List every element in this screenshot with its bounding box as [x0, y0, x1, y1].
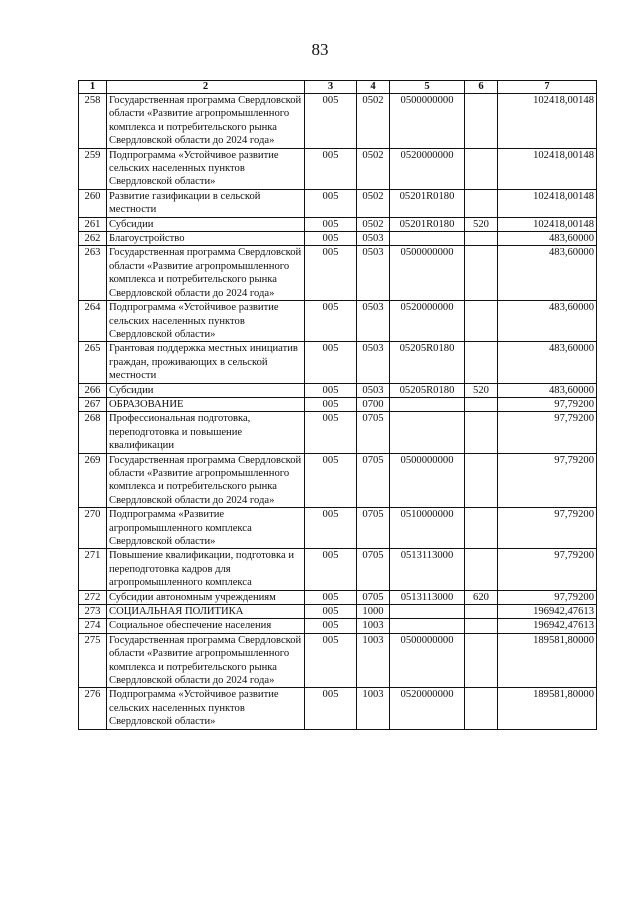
expense-type-cell [465, 688, 498, 729]
target-article-cell: 0500000000 [390, 94, 465, 149]
expense-type-cell [465, 397, 498, 411]
expense-type-cell: 620 [465, 590, 498, 604]
row-number-cell: 261 [79, 217, 107, 231]
ministry-code-cell: 005 [305, 508, 357, 549]
ministry-code-cell: 005 [305, 383, 357, 397]
row-number-cell: 265 [79, 342, 107, 383]
table-row [79, 232, 597, 246]
ministry-code-cell: 005 [305, 246, 357, 301]
expense-type-cell [465, 246, 498, 301]
row-name-cell: Подпрограмма «Устойчивое развитие сельских населенных пунктов Свердловской области» [107, 301, 305, 342]
row-number-cell: 274 [79, 619, 107, 633]
row-name-cell: Государственная программа Свердловской области «Развитие агропромышленного комплекса и потребительского рынка Свердловской области до 2024 года» [107, 94, 305, 149]
row-name-cell: Подпрограмма «Развитие агропромышленного комплекса Свердловской области» [107, 508, 305, 549]
amount-cell: 97,79200 [498, 549, 597, 590]
row-name-cell: Повышение квалификации, подготовка и переподготовка кадров для агропромышленного комплекса [107, 549, 305, 590]
table-row [79, 412, 597, 453]
expense-type-cell [465, 94, 498, 149]
row-number-cell: 266 [79, 383, 107, 397]
expense-type-cell [465, 453, 498, 508]
column-header: 6 [465, 81, 498, 94]
row-number-cell: 275 [79, 633, 107, 688]
amount-cell: 483,60000 [498, 301, 597, 342]
section-code-cell: 0502 [357, 148, 390, 189]
row-name-cell: Субсидии [107, 383, 305, 397]
column-header: 4 [357, 81, 390, 94]
target-article-cell: 05205R0180 [390, 383, 465, 397]
row-number-cell: 270 [79, 508, 107, 549]
section-code-cell: 1003 [357, 633, 390, 688]
row-name-cell: Государственная программа Свердловской области «Развитие агропромышленного комплекса и потребительского рынка Свердловской области до 2024 года» [107, 633, 305, 688]
ministry-code-cell: 005 [305, 342, 357, 383]
section-code-cell: 0705 [357, 508, 390, 549]
target-article-cell: 0500000000 [390, 246, 465, 301]
ministry-code-cell: 005 [305, 301, 357, 342]
target-article-cell: 05205R0180 [390, 342, 465, 383]
amount-cell: 483,60000 [498, 383, 597, 397]
target-article-cell: 0513113000 [390, 549, 465, 590]
section-code-cell: 1000 [357, 605, 390, 619]
section-code-cell: 0700 [357, 397, 390, 411]
table-row [79, 549, 597, 590]
table-row [79, 590, 597, 604]
target-article-cell [390, 397, 465, 411]
target-article-cell: 0513113000 [390, 590, 465, 604]
row-name-cell: СОЦИАЛЬНАЯ ПОЛИТИКА [107, 605, 305, 619]
table-row [79, 619, 597, 633]
amount-cell: 102418,00148 [498, 94, 597, 149]
section-code-cell: 0705 [357, 453, 390, 508]
section-code-cell: 0503 [357, 301, 390, 342]
ministry-code-cell: 005 [305, 397, 357, 411]
column-header: 3 [305, 81, 357, 94]
amount-cell: 189581,80000 [498, 688, 597, 729]
target-article-cell: 0500000000 [390, 633, 465, 688]
row-name-cell: Профессиональная подготовка, переподготовка и повышение квалификации [107, 412, 305, 453]
amount-cell: 97,79200 [498, 412, 597, 453]
section-code-cell: 0503 [357, 246, 390, 301]
target-article-cell: 0500000000 [390, 453, 465, 508]
ministry-code-cell: 005 [305, 688, 357, 729]
row-name-cell: Подпрограмма «Устойчивое развитие сельских населенных пунктов Свердловской области» [107, 148, 305, 189]
target-article-cell [390, 605, 465, 619]
table-row [79, 301, 597, 342]
table-row [79, 688, 597, 729]
target-article-cell [390, 232, 465, 246]
row-name-cell: Благоустройство [107, 232, 305, 246]
ministry-code-cell: 005 [305, 94, 357, 149]
table-header-row [79, 81, 597, 94]
row-name-cell: Субсидии автономным учреждениям [107, 590, 305, 604]
row-name-cell: Социальное обеспечение населения [107, 619, 305, 633]
column-header: 5 [390, 81, 465, 94]
row-number-cell: 258 [79, 94, 107, 149]
row-number-cell: 263 [79, 246, 107, 301]
row-name-cell: Развитие газификации в сельской местности [107, 189, 305, 217]
expense-type-cell [465, 633, 498, 688]
target-article-cell: 05201R0180 [390, 189, 465, 217]
expense-type-cell [465, 301, 498, 342]
row-number-cell: 269 [79, 453, 107, 508]
row-number-cell: 268 [79, 412, 107, 453]
section-code-cell: 0705 [357, 590, 390, 604]
row-number-cell: 260 [79, 189, 107, 217]
section-code-cell: 0502 [357, 217, 390, 231]
expense-type-cell [465, 549, 498, 590]
expense-type-cell [465, 148, 498, 189]
expense-type-cell: 520 [465, 217, 498, 231]
ministry-code-cell: 005 [305, 453, 357, 508]
amount-cell: 97,79200 [498, 590, 597, 604]
row-number-cell: 267 [79, 397, 107, 411]
column-header: 1 [79, 81, 107, 94]
target-article-cell: 0520000000 [390, 688, 465, 729]
section-code-cell: 0503 [357, 383, 390, 397]
section-code-cell: 0705 [357, 549, 390, 590]
amount-cell: 97,79200 [498, 508, 597, 549]
table-row [79, 397, 597, 411]
column-header: 2 [107, 81, 305, 94]
section-code-cell: 0705 [357, 412, 390, 453]
row-name-cell: Подпрограмма «Устойчивое развитие сельских населенных пунктов Свердловской области» [107, 688, 305, 729]
row-name-cell: Грантовая поддержка местных инициатив граждан, проживающих в сельской местности [107, 342, 305, 383]
amount-cell: 483,60000 [498, 342, 597, 383]
expense-type-cell [465, 342, 498, 383]
table-body [79, 94, 597, 730]
row-number-cell: 271 [79, 549, 107, 590]
expense-type-cell [465, 232, 498, 246]
section-code-cell: 1003 [357, 619, 390, 633]
ministry-code-cell: 005 [305, 590, 357, 604]
row-number-cell: 272 [79, 590, 107, 604]
row-number-cell: 259 [79, 148, 107, 189]
target-article-cell [390, 412, 465, 453]
ministry-code-cell: 005 [305, 217, 357, 231]
row-number-cell: 273 [79, 605, 107, 619]
expense-type-cell [465, 412, 498, 453]
section-code-cell: 0502 [357, 189, 390, 217]
table-row [79, 94, 597, 149]
expense-type-cell [465, 508, 498, 549]
amount-cell: 102418,00148 [498, 148, 597, 189]
table-row [79, 633, 597, 688]
amount-cell: 97,79200 [498, 453, 597, 508]
budget-table [78, 80, 597, 730]
target-article-cell: 0520000000 [390, 301, 465, 342]
table-row [79, 383, 597, 397]
ministry-code-cell: 005 [305, 605, 357, 619]
page-number: 83 [311, 40, 329, 59]
row-number-cell: 264 [79, 301, 107, 342]
expense-type-cell: 520 [465, 383, 498, 397]
amount-cell: 196942,47613 [498, 619, 597, 633]
row-name-cell: Государственная программа Свердловской области «Развитие агропромышленного комплекса и потребительского рынка Свердловской области до 2024 года» [107, 453, 305, 508]
row-number-cell: 276 [79, 688, 107, 729]
amount-cell: 483,60000 [498, 246, 597, 301]
ministry-code-cell: 005 [305, 232, 357, 246]
row-name-cell: Субсидии [107, 217, 305, 231]
amount-cell: 102418,00148 [498, 217, 597, 231]
row-name-cell: Государственная программа Свердловской области «Развитие агропромышленного комплекса и потребительского рынка Свердловской области до 2024 года» [107, 246, 305, 301]
row-name-cell: ОБРАЗОВАНИЕ [107, 397, 305, 411]
section-code-cell: 1003 [357, 688, 390, 729]
amount-cell: 189581,80000 [498, 633, 597, 688]
section-code-cell: 0503 [357, 342, 390, 383]
table-row [79, 453, 597, 508]
amount-cell: 483,60000 [498, 232, 597, 246]
target-article-cell [390, 619, 465, 633]
table-row [79, 217, 597, 231]
ministry-code-cell: 005 [305, 412, 357, 453]
ministry-code-cell: 005 [305, 619, 357, 633]
expense-type-cell [465, 189, 498, 217]
amount-cell: 97,79200 [498, 397, 597, 411]
expense-type-cell [465, 619, 498, 633]
table-row [79, 508, 597, 549]
table-row [79, 342, 597, 383]
target-article-cell: 05201R0180 [390, 217, 465, 231]
table-row [79, 246, 597, 301]
section-code-cell: 0502 [357, 94, 390, 149]
target-article-cell: 0510000000 [390, 508, 465, 549]
table-row [79, 605, 597, 619]
amount-cell: 196942,47613 [498, 605, 597, 619]
row-number-cell: 262 [79, 232, 107, 246]
amount-cell: 102418,00148 [498, 189, 597, 217]
target-article-cell: 0520000000 [390, 148, 465, 189]
table-row [79, 148, 597, 189]
expense-type-cell [465, 605, 498, 619]
ministry-code-cell: 005 [305, 549, 357, 590]
section-code-cell: 0503 [357, 232, 390, 246]
ministry-code-cell: 005 [305, 189, 357, 217]
ministry-code-cell: 005 [305, 148, 357, 189]
table-row [79, 189, 597, 217]
ministry-code-cell: 005 [305, 633, 357, 688]
column-header: 7 [498, 81, 597, 94]
